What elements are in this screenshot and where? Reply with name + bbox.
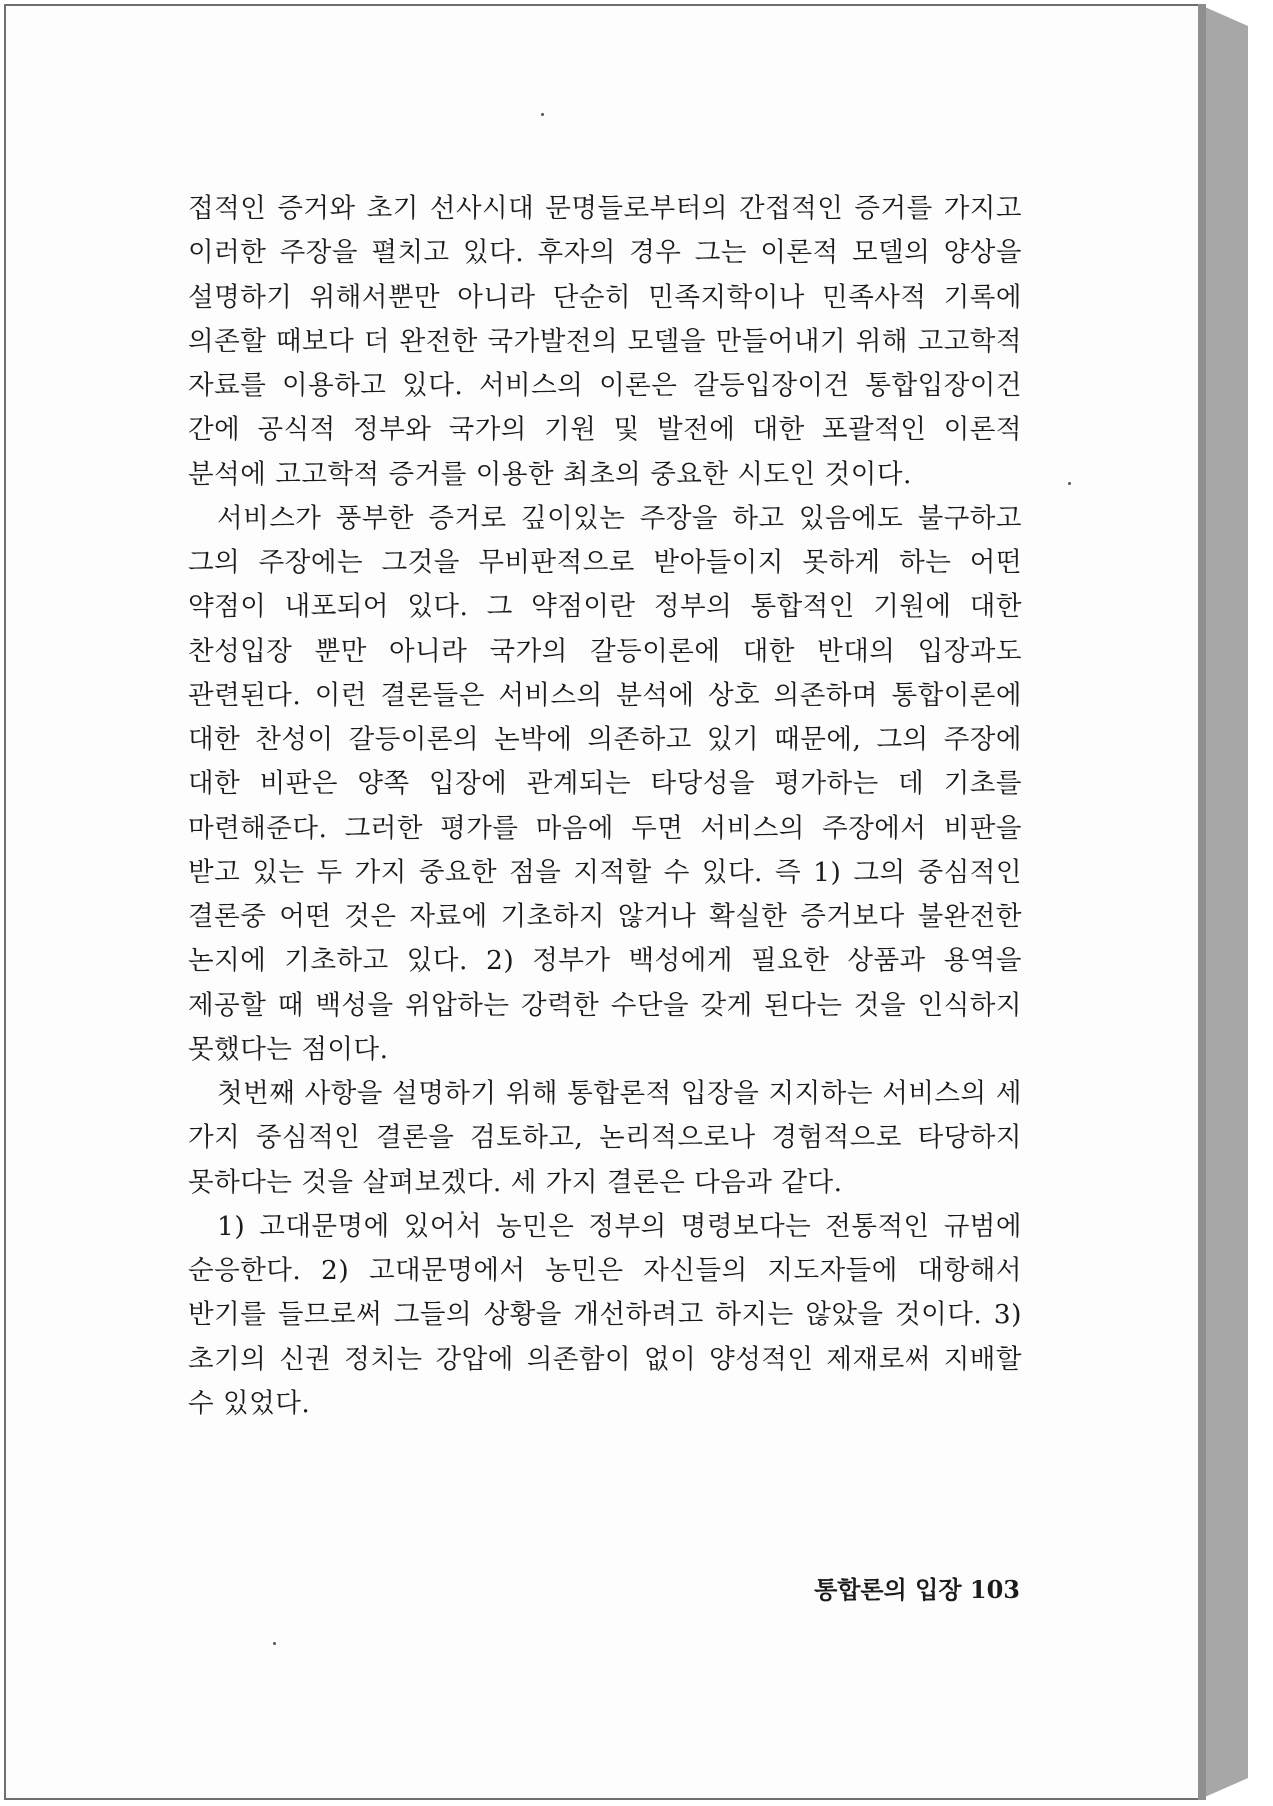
section-title: 통합론의 입장 bbox=[814, 1575, 962, 1604]
paragraph: 서비스가 풍부한 증거로 깊이있는 주장을 하고 있음에도 불구하고 그의 주장에는 그것을 무비판적으로 받아들이지 못하게 하는 어떤 약점이 내포되어 있다. 그 약점이란 정부의 통합적인 기원에 대한 찬성입장 뿐만 아니라 국가의 갈등이론에 대한 반대의 입장과도 관련된다. 이런 결론들은 서비스의 분석에 상호 의존하며 통합이론에 대한 찬성이 갈등이론의 논박에 의존하고 있기 때문에, 그의 주장에 대한 비판은 양쪽 입장에 관계되는 타당성을 평가하는 데 기초를 마련해준다. 그러한 평가를 마음에 두면 서비스의 주장에서 비판을 받고 있는 두 가지 중요한 점을 지적할 수 있다. 즉 1) 그의 중심적인 결론중 어떤 것은 자료에 기초하지 않거나 확실한 증거보다 불완전한 논지에 기초하고 있다. 2) 정부가 백성에게 필요한 상품과 용역을 제공할 때 백성을 위압하는 강력한 수단을 갖게 된다는 것을 인식하지 못했다는 점이다. bbox=[188, 502, 1022, 1065]
dust-speck bbox=[273, 1642, 276, 1645]
paragraph: 첫번째 사항을 설명하기 위해 통합론적 입장을 지지하는 서비스의 세 가지 중심적인 결론을 검토하고, 논리적으로나 경험적으로 타당하지 못하다는 것을 살펴보겠다. 세 가지 결론은 다음과 같다. bbox=[188, 1078, 1022, 1198]
paragraph: 1) 고대문명에 있어서 농민은 정부의 명령보다는 전통적인 규범에 순응한다. 2) 고대문명에서 농민은 자신들의 지도자들에 대항해서 반기를 들므로써 그들의 상황을 개선하려고 하지는 않았을 것이다. 3) 초기의 신권 정치는 강압에 의존함이 없이 양성적인 제재로써 지배할 수 있었다. bbox=[188, 1210, 1022, 1419]
page-number: 103 bbox=[969, 1575, 1020, 1604]
running-footer bbox=[800, 1570, 1020, 1605]
dust-speck bbox=[541, 113, 544, 116]
body-text bbox=[188, 187, 1022, 1426]
dust-speck bbox=[1068, 482, 1071, 485]
page-stack-shadow bbox=[1198, 4, 1206, 1800]
paragraph: 접적인 증거와 초기 선사시대 문명들로부터의 간접적인 증거를 가지고 이러한 주장을 펼치고 있다. 후자의 경우 그는 이론적 모델의 양상을 설명하기 위해서뿐만 아니라 단순히 민족지학이나 민족사적 기록에 의존할 때보다 더 완전한 국가발전의 모델을 만들어내기 위해 고고학적 자료를 이용하고 있다. 서비스의 이론은 갈등입장이건 통합입장이건 간에 공식적 정부와 국가의 기원 및 발전에 대한 포괄적인 이론적 분석에 고고학적 증거를 이용한 최초의 중요한 시도인 것이다. bbox=[188, 193, 1022, 490]
